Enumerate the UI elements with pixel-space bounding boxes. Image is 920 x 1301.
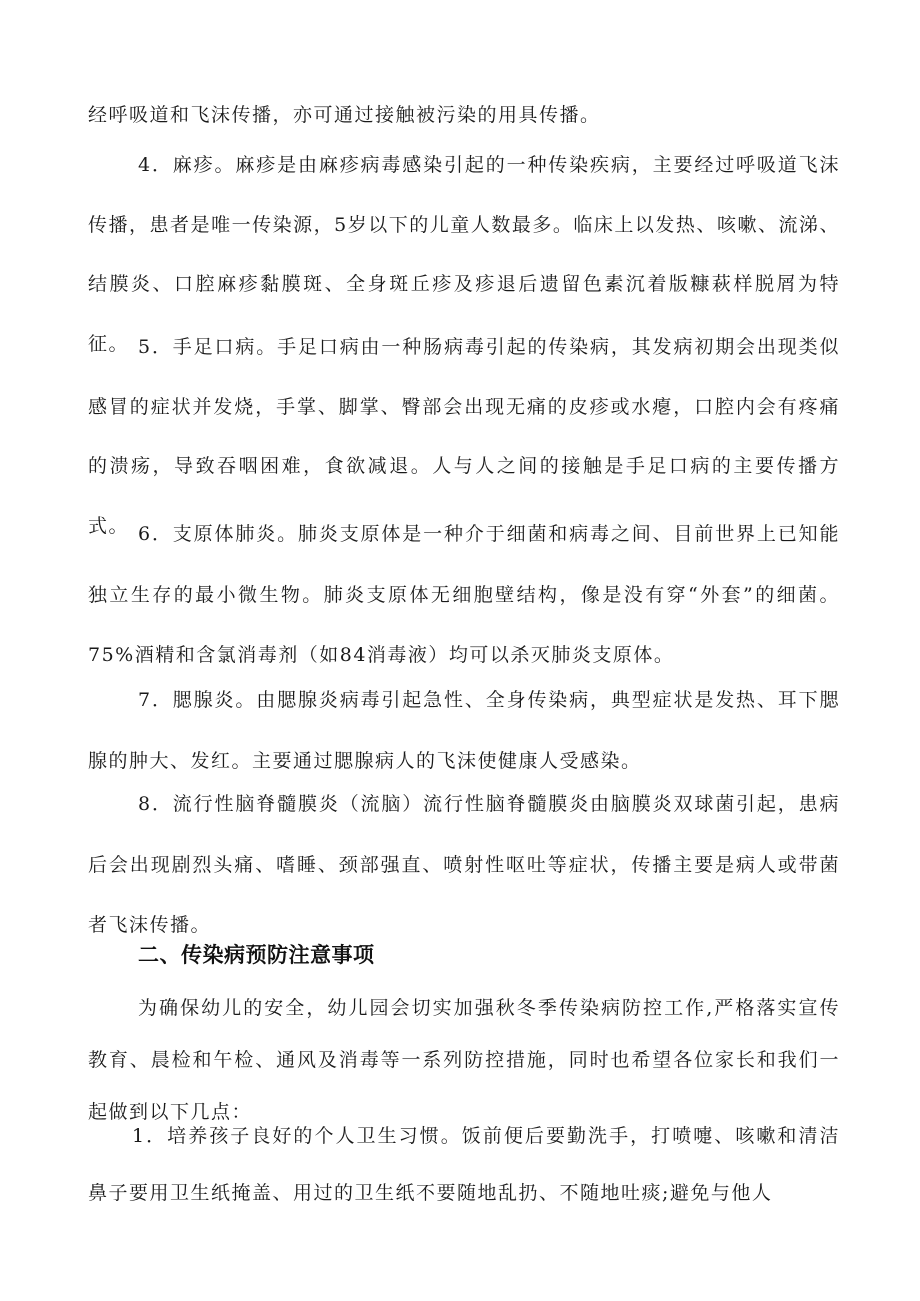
paragraph-mumps: 7．腮腺炎。由腮腺炎病毒引起急性、全身传染病，典型症状是发热、耳下腮腺的肿大、发红。主要通过腮腺病人的飞沫使健康人受感染。 [88,689,840,772]
paragraph-mycoplasma-pneumonia: 6．支原体肺炎。肺炎支原体是一种介于细菌和病毒之间、目前世界上已知能独立生存的最小微生物。肺炎支原体无细胞壁结构，像是没有穿“外套”的细菌。75%酒精和含氯消毒剂（如84消毒液）均可以杀灭肺炎支原体。 [88,523,840,666]
paragraph-measles: 4．麻疹。麻疹是由麻疹病毒感染引起的一种传染疾病，主要经过呼吸道飞沫传播，患者是唯一传染源，5岁以下的儿童人数最多。临床上以发热、咳嗽、流涕、结膜炎、口腔麻疹黏膜斑、全身斑丘疹及疹退后遗留色素沉着版糠萩样脱屑为特征。 [88,154,840,355]
section-heading: 二、传染病预防注意事项 [138,943,375,967]
paragraph-meningitis: 8．流行性脑脊髓膜炎（流脑）流行性脑脊髓膜炎由脑膜炎双球菌引起，患病后会出现剧烈头痛、嗜睡、颈部强直、喷射性呕吐等症状，传播主要是病人或带菌者飞沫传播。 [88,793,840,936]
paragraph-hand-foot-mouth: 5．手足口病。手足口病由一种肠病毒引起的传染病，其发病初期会出现类似感冒的症状并发烧，手掌、脚掌、臀部会出现无痛的皮疹或水瘪，口腔内会有疼痛的溃疡，导致吞咽困难，食欲减退。人与人之间的接触是手足口病的主要传播方式。 [88,336,840,537]
paragraph-prevention-intro: 为确保幼儿的安全，幼儿园会切实加强秋冬季传染病防控工作,严格落实宣传教育、晨检和午检、通风及消毒等一系列防控措施，同时也希望各位家长和我们一起做到以下几点： [88,997,840,1123]
paragraph-transmission-continued: 经呼吸道和飞沫传播，亦可通过接触被污染的用具传播。 [88,104,601,126]
paragraph-hygiene-habits: 1．培养孩子良好的个人卫生习惯。饭前便后要勤洗手，打喷嚏、咳嗽和清洁鼻子要用卫生纸掩盖、用过的卫生纸不要随地乱扔、不随地吐痰;避免与他人 [88,1125,840,1204]
